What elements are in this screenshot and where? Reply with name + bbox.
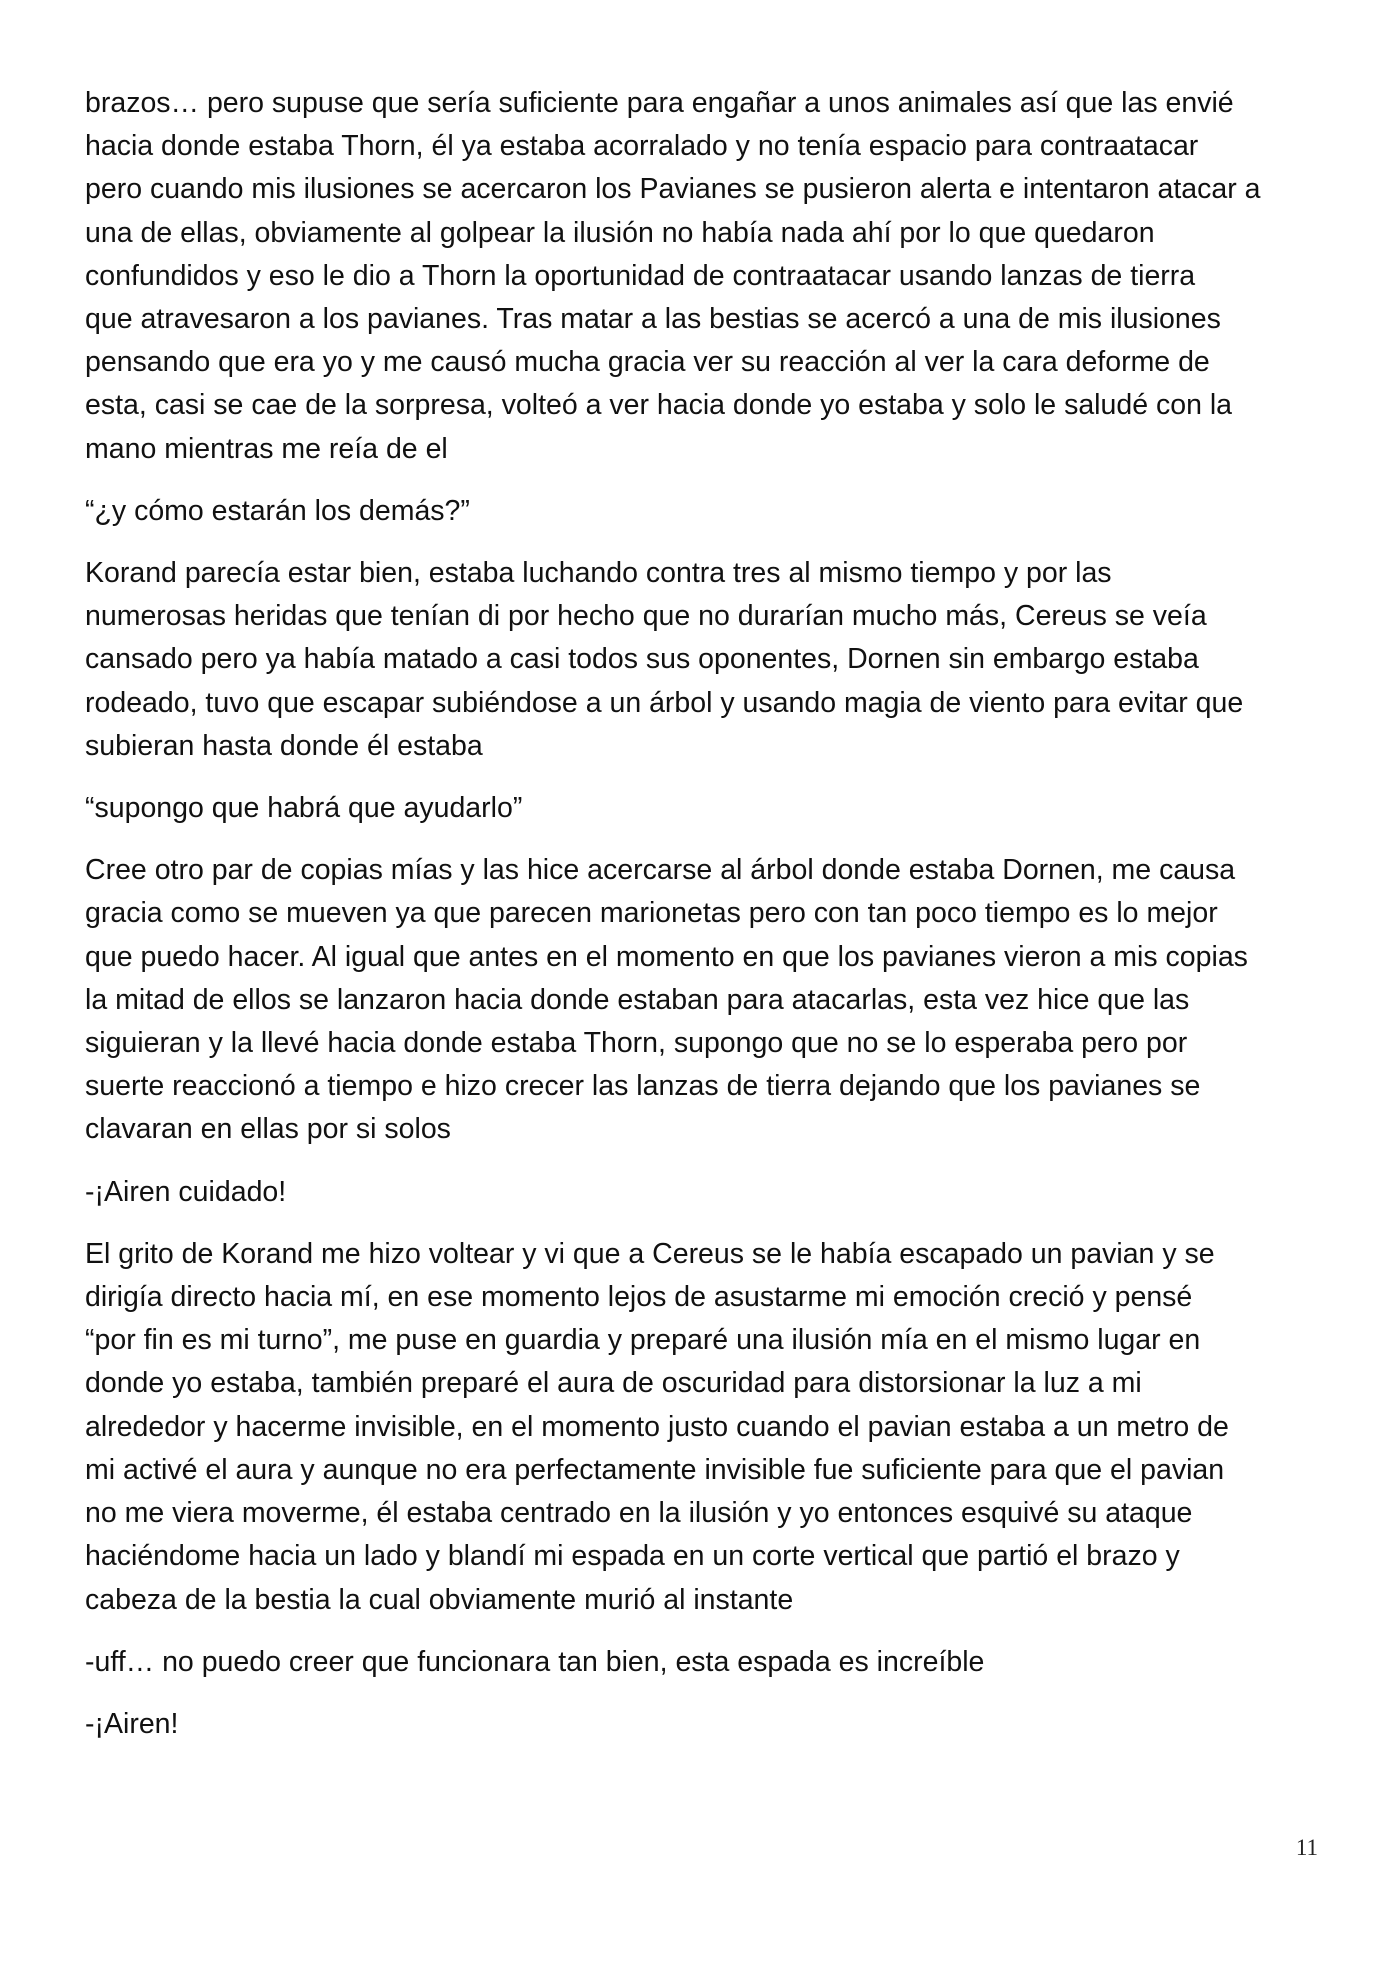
text-line: -¡Airen! <box>85 1707 179 1740</box>
text-line: confundidos y eso le dio a Thorn la oportunidad de contraatacar usando lanzas de tierra <box>85 259 1196 292</box>
text-line: alrededor y hacerme invisible, en el momento justo cuando el pavian estaba a un metro de <box>85 1410 1229 1443</box>
text-line: cansado pero ya había matado a casi todos sus oponentes, Dornen sin embargo estaba <box>85 643 1199 676</box>
text-line: “por fin es mi turno”, me puse en guardia y preparé una ilusión mía en el mismo lugar en <box>85 1324 1201 1357</box>
text-line: haciéndome hacia un lado y blandí mi espada en un corte vertical que partió el brazo y <box>85 1540 1180 1573</box>
paragraph <box>85 490 1325 533</box>
text-line: una de ellas, obviamente al golpear la ilusión no había nada ahí por lo que quedaron <box>85 216 1155 249</box>
text-line: “supongo que habrá que ayudarlo” <box>85 792 523 825</box>
text-line: gracia como se mueven ya que parecen marionetas pero con tan poco tiempo es lo mejor <box>85 897 1218 930</box>
text-line: hacia donde estaba Thorn, él ya estaba acorralado y no tenía espacio para contraatacar <box>85 130 1199 163</box>
body-text <box>85 82 1325 1765</box>
text-line: subieran hasta donde él estaba <box>85 729 483 762</box>
text-line: brazos… pero supuse que sería suficiente para engañar a unos animales así que las envié <box>85 87 1234 119</box>
text-line: Korand parecía estar bien, estaba luchando contra tres al mismo tiempo y por las <box>85 557 1112 590</box>
text-line: mano mientras me reía de el <box>85 432 448 465</box>
text-line: clavaran en ellas por si solos <box>85 1113 451 1146</box>
text-line: rodeado, tuvo que escapar subiéndose a un árbol y usando magia de viento para evitar que <box>85 686 1244 719</box>
text-line: Cree otro par de copias mías y las hice acercarse al árbol donde estaba Dornen, me causa <box>85 854 1236 887</box>
paragraph <box>85 82 1325 471</box>
text-line: mi activé el aura y aunque no era perfectamente invisible fue suficiente para que el pavian <box>85 1453 1225 1486</box>
text-line: -uff… no puedo creer que funcionara tan bien, esta espada es increíble <box>85 1645 985 1678</box>
paragraph <box>85 1171 1325 1214</box>
text-line: pensando que era yo y me causó mucha gracia ver su reacción al ver la cara deforme de <box>85 346 1210 379</box>
paragraph <box>85 1641 1325 1684</box>
paragraph <box>85 787 1325 830</box>
text-line: la mitad de ellos se lanzaron hacia donde estaban para atacarlas, esta vez hice que las <box>85 983 1190 1016</box>
text-line: esta, casi se cae de la sorpresa, volteó a ver hacia donde yo estaba y solo le saludé con la <box>85 389 1233 422</box>
text-line: siguieran y la llevé hacia donde estaba Thorn, supongo que no se lo esperaba pero por <box>85 1027 1188 1060</box>
text-line: donde yo estaba, también preparé el aura de oscuridad para distorsionar la luz a mi <box>85 1367 1142 1400</box>
paragraph <box>85 1233 1325 1622</box>
text-line: El grito de Korand me hizo voltear y vi que a Cereus se le había escapado un pavian y se <box>85 1237 1215 1270</box>
text-line: suerte reaccionó a tiempo e hizo crecer las lanzas de tierra dejando que los pavianes se <box>85 1070 1201 1103</box>
text-line: -¡Airen cuidado! <box>85 1175 287 1208</box>
paragraph <box>85 552 1325 768</box>
text-line: numerosas heridas que tenían di por hecho que no durarían mucho más, Cereus se veía <box>85 600 1207 633</box>
paragraph <box>85 849 1325 1151</box>
text-line: que atravesaron a los pavianes. Tras matar a las bestias se acercó a una de mis ilusiones <box>85 303 1221 336</box>
text-line: “¿y cómo estarán los demás?” <box>85 494 470 527</box>
paragraph <box>85 1703 1325 1746</box>
text-line: cabeza de la bestia la cual obviamente murió al instante <box>85 1583 794 1616</box>
page-number: 11 <box>1295 1835 1318 1860</box>
text-line: pero cuando mis ilusiones se acercaron los Pavianes se pusieron alerta e intentaron atacar a <box>85 173 1261 206</box>
text-line: no me viera moverme, él estaba centrado en la ilusión y yo entonces esquivé su ataque <box>85 1497 1193 1530</box>
text-line: que puedo hacer. Al igual que antes en el momento en que los pavianes vieron a mis copias <box>85 940 1248 973</box>
text-line: dirigía directo hacia mí, en ese momento lejos de asustarme mi emoción creció y pensé <box>85 1281 1193 1314</box>
